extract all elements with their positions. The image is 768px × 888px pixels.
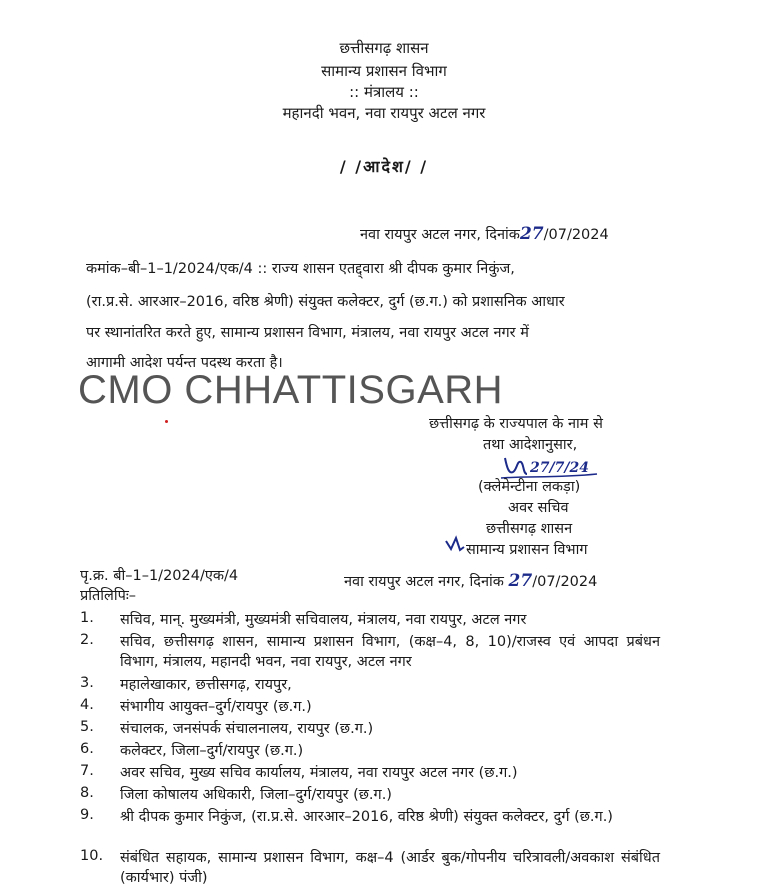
list-item-number: 2. [80,632,94,648]
ministry-label: :: मंत्रालय :: [349,83,419,101]
department-name: सामान्य प्रशासन विभाग [321,62,447,80]
list-item-text: संभागीय आयुक्त–दुर्ग/रायपुर (छ.ग.) [120,699,312,715]
list-item-number: 8. [80,785,94,801]
order-line-2: (रा.प्र.से. आरआर–2016, वरिष्ठ श्रेणी) संयुक्त कलेक्टर, दुर्ग (छ.ग.) को प्रशासनिक आधार [86,294,565,310]
endorsement-date-day: 27 [508,571,533,591]
ink-mark [165,420,168,423]
list-item-text: श्री दीपक कुमार निकुंज, (रा.प्र.से. आरआर–2016, वरिष्ठ श्रेणी) संयुक्त कलेक्टर, दुर्ग (छ.ग.) [120,809,613,825]
order-title: / /आदेश/ / [339,157,429,176]
signature-date: 27/7/24 [530,460,589,476]
watermark-text: CMO CHHATTISGARH [78,368,504,412]
initial-tick-icon [444,535,466,553]
list-item-text: सचिव, मान्. मुख्यमंत्री, मुख्यमंत्री सचिवालय, मंत्रालय, नवा रायपुर, अटल नगर [120,612,527,628]
copy-label: प्रतिलिपिः– [80,588,137,604]
order-date-day: 27 [519,224,544,244]
signatory-designation: अवर सचिव [508,500,569,516]
list-item-number: 7. [80,763,94,779]
signatory-name: (क्लेमेन्टीना लकड़ा) [478,479,581,495]
govt-name: छत्तीसगढ़ शासन [339,39,429,57]
list-item-text: महालेखाकार, छत्तीसगढ़, रायपुर, [120,677,292,693]
signatory-govt: छत्तीसगढ़ शासन [486,521,573,537]
by-order-line-2: तथा आदेशानुसार, [483,437,578,453]
list-item-number: 6. [80,741,94,757]
list-item-text: जिला कोषालय अधिकारी, जिला–दुर्ग/रायपुर (छ.ग.) [120,787,392,803]
list-item-number: 10. [80,848,104,864]
signatory-dept: सामान्य प्रशासन विभाग [466,542,588,558]
order-line-1: कमांक–बी–1–1/2024/एक/4 :: राज्य शासन एतद्द्वारा श्री दीपक कुमार निकुंज, [86,261,515,277]
order-date-rest: /07/2024 [543,227,609,243]
endorsement-number: पृ.क्र. बी–1–1/2024/एक/4 [80,568,239,584]
order-line-4: आगामी आदेश पर्यन्त पदस्थ करता है। [86,355,283,371]
endorsement-date [344,571,597,591]
list-item-number: 5. [80,719,94,735]
list-item-number: 9. [80,807,94,823]
list-item-text: अवर सचिव, मुख्य सचिव कार्यालय, मंत्रालय, नवा रायपुर अटल नगर (छ.ग.) [120,765,518,781]
list-item-number: 4. [80,697,94,713]
order-date-prefix: नवा रायपुर अटल नगर, दिनांक [360,227,520,243]
order-date [360,224,609,244]
list-item-text: सचिव, छत्तीसगढ़ शासन, सामान्य प्रशासन विभाग, (कक्ष–4, 8, 10)/राजस्व एवं आपदा प्रबंधन विभाग, मंत्रालय, महानदी भवन, नवा रायपुर, अटल नगर [120,634,660,670]
endorsement-date-prefix: नवा रायपुर अटल नगर, दिनांक [344,574,504,590]
office-address: महानदी भवन, नवा रायपुर अटल नगर [282,104,486,122]
list-item-text: संबंधित सहायक, सामान्य प्रशासन विभाग, कक्ष–4 (आर्डर बुक/गोपनीय चरित्रावली/अवकाश संबंधित (कार्यभार) पंजी) [120,850,660,886]
list-item-number: 3. [80,675,94,691]
list-item-text: कलेक्टर, जिला–दुर्ग/रायपुर (छ.ग.) [120,743,304,759]
list-item-text: संचालक, जनसंपर्क संचालनालय, रायपुर (छ.ग.) [120,721,374,737]
list-item-number: 1. [80,610,94,626]
endorsement-date-rest: /07/2024 [532,574,598,590]
by-order-line-1: छत्तीसगढ़ के राज्यपाल के नाम से [429,416,603,432]
order-line-3: पर स्थानांतरित करते हुए, सामान्य प्रशासन विभाग, मंत्रालय, नवा रायपुर अटल नगर में [86,325,529,341]
